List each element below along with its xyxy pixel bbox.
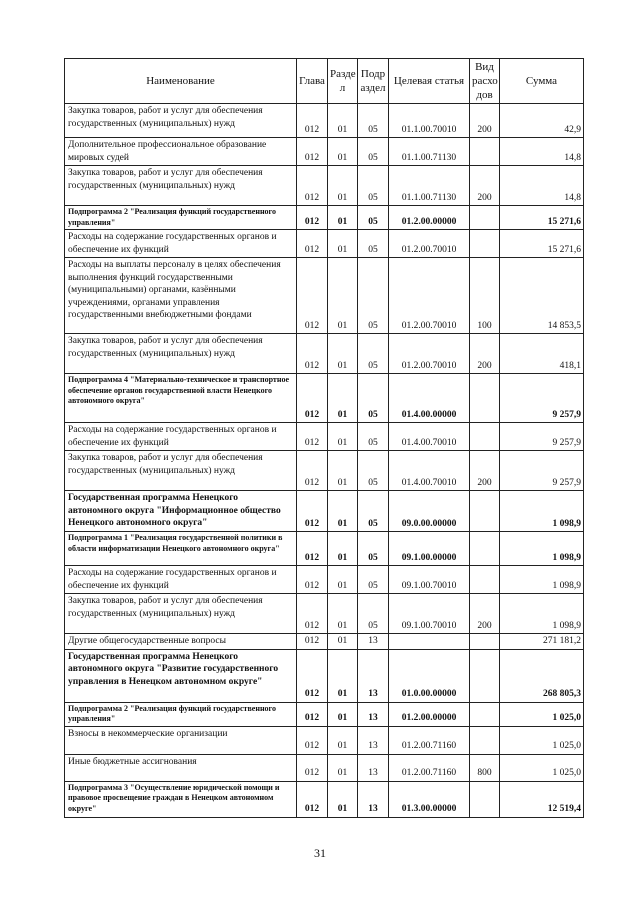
row-chapter: 012: [297, 491, 328, 532]
row-section: 01: [328, 649, 358, 702]
row-name: Закупка товаров, работ и услуг для обеспечения государственных (муниципальных) нужд: [65, 594, 297, 634]
row-chapter: 012: [297, 230, 328, 258]
row-name: Подпрограмма 3 "Осуществление юридической помощи и правовое просвещение граждан в Ненецком автономном округе": [65, 781, 297, 817]
row-subsection: 05: [358, 334, 389, 374]
row-type: 200: [470, 104, 500, 138]
table-row: [65, 634, 584, 650]
row-name: Подпрограмма 1 "Реализация государственной политики в области информатизации Ненецкого автономного округа": [65, 532, 297, 566]
row-subsection: 05: [358, 491, 389, 532]
row-subsection: 05: [358, 451, 389, 491]
row-sum: 1 098,9: [500, 594, 584, 634]
row-sum: 268 805,3: [500, 649, 584, 702]
table-row: [65, 532, 584, 566]
row-chapter: 012: [297, 726, 328, 754]
table-row: [65, 754, 584, 781]
row-type: [470, 634, 500, 650]
table-row: [65, 566, 584, 594]
row-chapter: 012: [297, 649, 328, 702]
row-chapter: 012: [297, 781, 328, 817]
row-section: 01: [328, 166, 358, 206]
row-subsection: 05: [358, 104, 389, 138]
row-chapter: 012: [297, 451, 328, 491]
row-target: 01.2.00.71160: [389, 726, 470, 754]
row-sum: 15 271,6: [500, 206, 584, 230]
row-name: Подпрограмма 2 "Реализация функций государственного управления": [65, 702, 297, 726]
row-section: 01: [328, 532, 358, 566]
row-sum: 1 025,0: [500, 702, 584, 726]
row-section: 01: [328, 594, 358, 634]
header-subsection: Подр аздел: [358, 59, 389, 104]
row-subsection: 13: [358, 649, 389, 702]
row-name: Подпрограмма 2 "Реализация функций государственного управления": [65, 206, 297, 230]
row-sum: 9 257,9: [500, 374, 584, 423]
row-subsection: 05: [358, 206, 389, 230]
row-subsection: 13: [358, 702, 389, 726]
header-section: Разде л: [328, 59, 358, 104]
row-chapter: 012: [297, 532, 328, 566]
row-chapter: 012: [297, 104, 328, 138]
row-sum: 271 181,2: [500, 634, 584, 650]
header-name: Наименование: [65, 59, 297, 104]
row-name: Государственная программа Ненецкого автономного округа "Развитие государственного управления в Ненецком автономном округе": [65, 649, 297, 702]
row-type: [470, 566, 500, 594]
row-chapter: 012: [297, 206, 328, 230]
row-chapter: 012: [297, 258, 328, 334]
row-name: Закупка товаров, работ и услуг для обеспечения государственных (муниципальных) нужд: [65, 334, 297, 374]
row-name: Закупка товаров, работ и услуг для обеспечения государственных (муниципальных) нужд: [65, 104, 297, 138]
row-target: 09.1.00.70010: [389, 594, 470, 634]
row-type: 200: [470, 594, 500, 634]
row-target: 01.1.00.71130: [389, 138, 470, 166]
table-row: [65, 166, 584, 206]
row-subsection: 05: [358, 532, 389, 566]
row-sum: 14,8: [500, 166, 584, 206]
row-section: 01: [328, 702, 358, 726]
row-chapter: 012: [297, 754, 328, 781]
row-subsection: 05: [358, 138, 389, 166]
row-target: 01.0.00.00000: [389, 649, 470, 702]
row-chapter: 012: [297, 702, 328, 726]
row-target: [389, 634, 470, 650]
row-section: 01: [328, 230, 358, 258]
row-target: 09.0.00.00000: [389, 491, 470, 532]
row-sum: 42,9: [500, 104, 584, 138]
row-sum: 1 098,9: [500, 491, 584, 532]
header-sum: Сумма: [500, 59, 584, 104]
table-row: [65, 423, 584, 451]
row-subsection: 13: [358, 634, 389, 650]
row-type: [470, 138, 500, 166]
row-chapter: 012: [297, 423, 328, 451]
row-section: 01: [328, 451, 358, 491]
row-subsection: 05: [358, 594, 389, 634]
row-subsection: 05: [358, 566, 389, 594]
table-row: [65, 206, 584, 230]
row-sum: 1 025,0: [500, 754, 584, 781]
header-chapter: Глава: [297, 59, 328, 104]
row-sum: 9 257,9: [500, 451, 584, 491]
row-target: 09.1.00.70010: [389, 566, 470, 594]
row-type: 800: [470, 754, 500, 781]
table-row: [65, 491, 584, 532]
row-name: Закупка товаров, работ и услуг для обеспечения государственных (муниципальных) нужд: [65, 451, 297, 491]
row-chapter: 012: [297, 566, 328, 594]
table-row: [65, 230, 584, 258]
row-target: 01.4.00.70010: [389, 423, 470, 451]
row-type: [470, 532, 500, 566]
row-target: 01.2.00.70010: [389, 334, 470, 374]
row-section: 01: [328, 206, 358, 230]
row-section: 01: [328, 754, 358, 781]
row-type: [470, 423, 500, 451]
row-section: 01: [328, 491, 358, 532]
row-section: 01: [328, 566, 358, 594]
row-target: 09.1.00.00000: [389, 532, 470, 566]
row-subsection: 05: [358, 258, 389, 334]
row-target: 01.2.00.00000: [389, 206, 470, 230]
row-section: 01: [328, 726, 358, 754]
table-row: [65, 334, 584, 374]
row-subsection: 13: [358, 781, 389, 817]
row-type: [470, 374, 500, 423]
row-target: 01.4.00.00000: [389, 374, 470, 423]
row-type: [470, 726, 500, 754]
row-section: 01: [328, 258, 358, 334]
row-target: 01.2.00.00000: [389, 702, 470, 726]
row-subsection: 05: [358, 230, 389, 258]
row-section: 01: [328, 374, 358, 423]
row-target: 01.2.00.70010: [389, 230, 470, 258]
row-type: [470, 230, 500, 258]
row-name: Расходы на содержание государственных органов и обеспечение их функций: [65, 230, 297, 258]
page-number: 31: [314, 846, 326, 860]
row-chapter: 012: [297, 166, 328, 206]
row-section: 01: [328, 104, 358, 138]
row-sum: 14 853,5: [500, 258, 584, 334]
table-row: [65, 138, 584, 166]
table-row: [65, 258, 584, 334]
row-target: 01.2.00.70010: [389, 258, 470, 334]
row-section: 01: [328, 138, 358, 166]
row-sum: 418,1: [500, 334, 584, 374]
table-row: [65, 451, 584, 491]
row-sum: 15 271,6: [500, 230, 584, 258]
table-row: [65, 374, 584, 423]
table-row: [65, 594, 584, 634]
row-subsection: 05: [358, 166, 389, 206]
row-sum: 14,8: [500, 138, 584, 166]
row-name: Расходы на содержание государственных органов и обеспечение их функций: [65, 566, 297, 594]
budget-table: [64, 58, 584, 818]
row-name: Дополнительное профессиональное образование мировых судей: [65, 138, 297, 166]
row-type: 100: [470, 258, 500, 334]
table-row: [65, 104, 584, 138]
row-section: 01: [328, 334, 358, 374]
row-type: [470, 781, 500, 817]
row-chapter: 012: [297, 334, 328, 374]
row-type: [470, 649, 500, 702]
row-type: 200: [470, 451, 500, 491]
row-name: Другие общегосударственные вопросы: [65, 634, 297, 650]
row-sum: 12 519,4: [500, 781, 584, 817]
row-type: [470, 491, 500, 532]
row-sum: 1 098,9: [500, 532, 584, 566]
row-chapter: 012: [297, 594, 328, 634]
row-sum: 1 098,9: [500, 566, 584, 594]
row-section: 01: [328, 423, 358, 451]
table-row: [65, 649, 584, 702]
row-target: 01.3.00.00000: [389, 781, 470, 817]
row-type: 200: [470, 334, 500, 374]
row-name: Закупка товаров, работ и услуг для обеспечения государственных (муниципальных) нужд: [65, 166, 297, 206]
row-subsection: 05: [358, 374, 389, 423]
row-subsection: 13: [358, 726, 389, 754]
row-type: [470, 702, 500, 726]
header-type: Вид расхо дов: [470, 59, 500, 104]
row-section: 01: [328, 634, 358, 650]
row-name: Расходы на содержание государственных органов и обеспечение их функций: [65, 423, 297, 451]
table-row: [65, 702, 584, 726]
row-name: Расходы на выплаты персоналу в целях обеспечения выполнения функций государственными (муниципальными) органами, казёнными учреждениями, органами управления государственными внебюджетными фондами: [65, 258, 297, 334]
row-sum: 9 257,9: [500, 423, 584, 451]
row-chapter: 012: [297, 374, 328, 423]
row-subsection: 13: [358, 754, 389, 781]
row-name: Государственная программа Ненецкого автономного округа "Информационное общество Ненецкого автономного округа": [65, 491, 297, 532]
row-sum: 1 025,0: [500, 726, 584, 754]
row-chapter: 012: [297, 138, 328, 166]
row-target: 01.1.00.71130: [389, 166, 470, 206]
header-target: Целевая статья: [389, 59, 470, 104]
row-type: 200: [470, 166, 500, 206]
header-row: [65, 59, 584, 104]
row-name: Подпрограмма 4 "Материально-техническое и транспортное обеспечение органов государственной власти Ненецкого автономного округа": [65, 374, 297, 423]
table-row: [65, 726, 584, 754]
row-name: Взносы в некоммерческие организации: [65, 726, 297, 754]
row-target: 01.2.00.71160: [389, 754, 470, 781]
row-target: 01.4.00.70010: [389, 451, 470, 491]
table-row: [65, 781, 584, 817]
row-section: 01: [328, 781, 358, 817]
row-chapter: 012: [297, 634, 328, 650]
row-type: [470, 206, 500, 230]
row-target: 01.1.00.70010: [389, 104, 470, 138]
row-subsection: 05: [358, 423, 389, 451]
row-name: Иные бюджетные ассигнования: [65, 754, 297, 781]
